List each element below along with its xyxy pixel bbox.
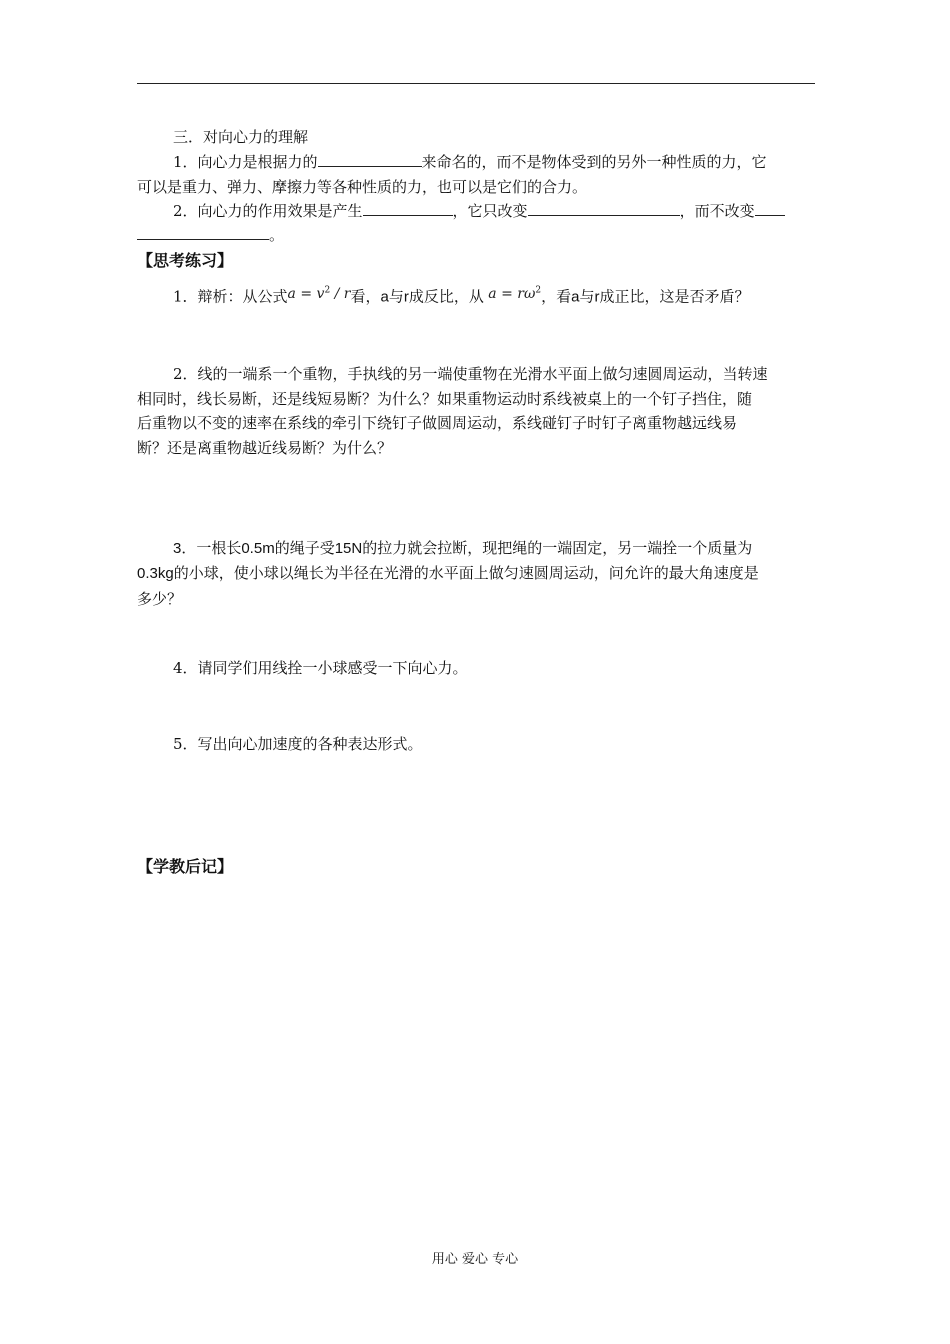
question-2-line-1: 2．线的一端系一个重物，手执线的另一端使重物在光滑水平面上做匀速圆周运动，当转速 <box>173 365 768 383</box>
fill-blank[interactable] <box>137 224 269 240</box>
question-3-line-2: 0.3kg的小球，使小球以绳长为半径在光滑的水平面上做匀速圆周运动，问允许的最大角速度是 <box>137 565 759 582</box>
question-4: 4．请同学们用线拴一小球感受一下向心力。 <box>173 659 468 677</box>
formula-a-v2-r: $a = v^2 / r$ <box>287 285 351 302</box>
header-rule <box>137 83 815 84</box>
exercises-heading: 【思考练习】 <box>137 251 234 270</box>
paragraph-1-line-1: 1．向心力是根据力的 来命名的，而不是物体受到的另外一种性质的力，它 <box>173 153 767 171</box>
section-title: 三．对向心力的理解 <box>173 129 309 146</box>
fill-blank[interactable] <box>363 200 453 216</box>
paragraph-2-line-1: 2．向心力的作用效果是产生 ，它只改变 ，而不改变 <box>137 200 853 222</box>
question-3-line-3: 多少？ <box>137 590 183 608</box>
afterword-heading: 【学教后记】 <box>137 857 234 876</box>
fill-blank[interactable] <box>755 200 785 216</box>
question-2-line-2: 相同时，线长易断，还是线短易断？为什么？如果重物运动时系线被桌上的一个钉子挡住，随 <box>137 390 753 408</box>
question-5: 5．写出向心加速度的各种表达形式。 <box>173 735 423 753</box>
question-1: 1．辩析：从公式$a = v^2 / r$看，a与r成反比，从 $a = r\omega^2$，看a与r成正比，这是否矛盾？ <box>173 285 750 306</box>
paragraph-2-line-2: 。 <box>137 224 817 246</box>
page-footer: 用心 爱心 专心 <box>431 1252 519 1267</box>
fill-blank[interactable] <box>528 200 680 216</box>
question-2-line-4: 断？还是离重物越近线易断？为什么？ <box>137 439 393 457</box>
question-2-line-3: 后重物以不变的速率在系线的牵引下绕钉子做圆周运动，系线碰钉子时钉子离重物越远线易 <box>137 414 738 432</box>
fill-blank[interactable] <box>318 151 422 167</box>
paragraph-1-line-2: 可以是重力、弹力、摩擦力等各种性质的力，也可以是它们的合力。 <box>137 178 588 196</box>
formula-a-r-omega2: $a = r\omega^2$ <box>483 285 542 302</box>
question-3-line-1: 3．一根长0.5m的绳子受15N的拉力就会拉断，现把绳的一端固定，另一端拴一个质量为 <box>173 540 753 557</box>
